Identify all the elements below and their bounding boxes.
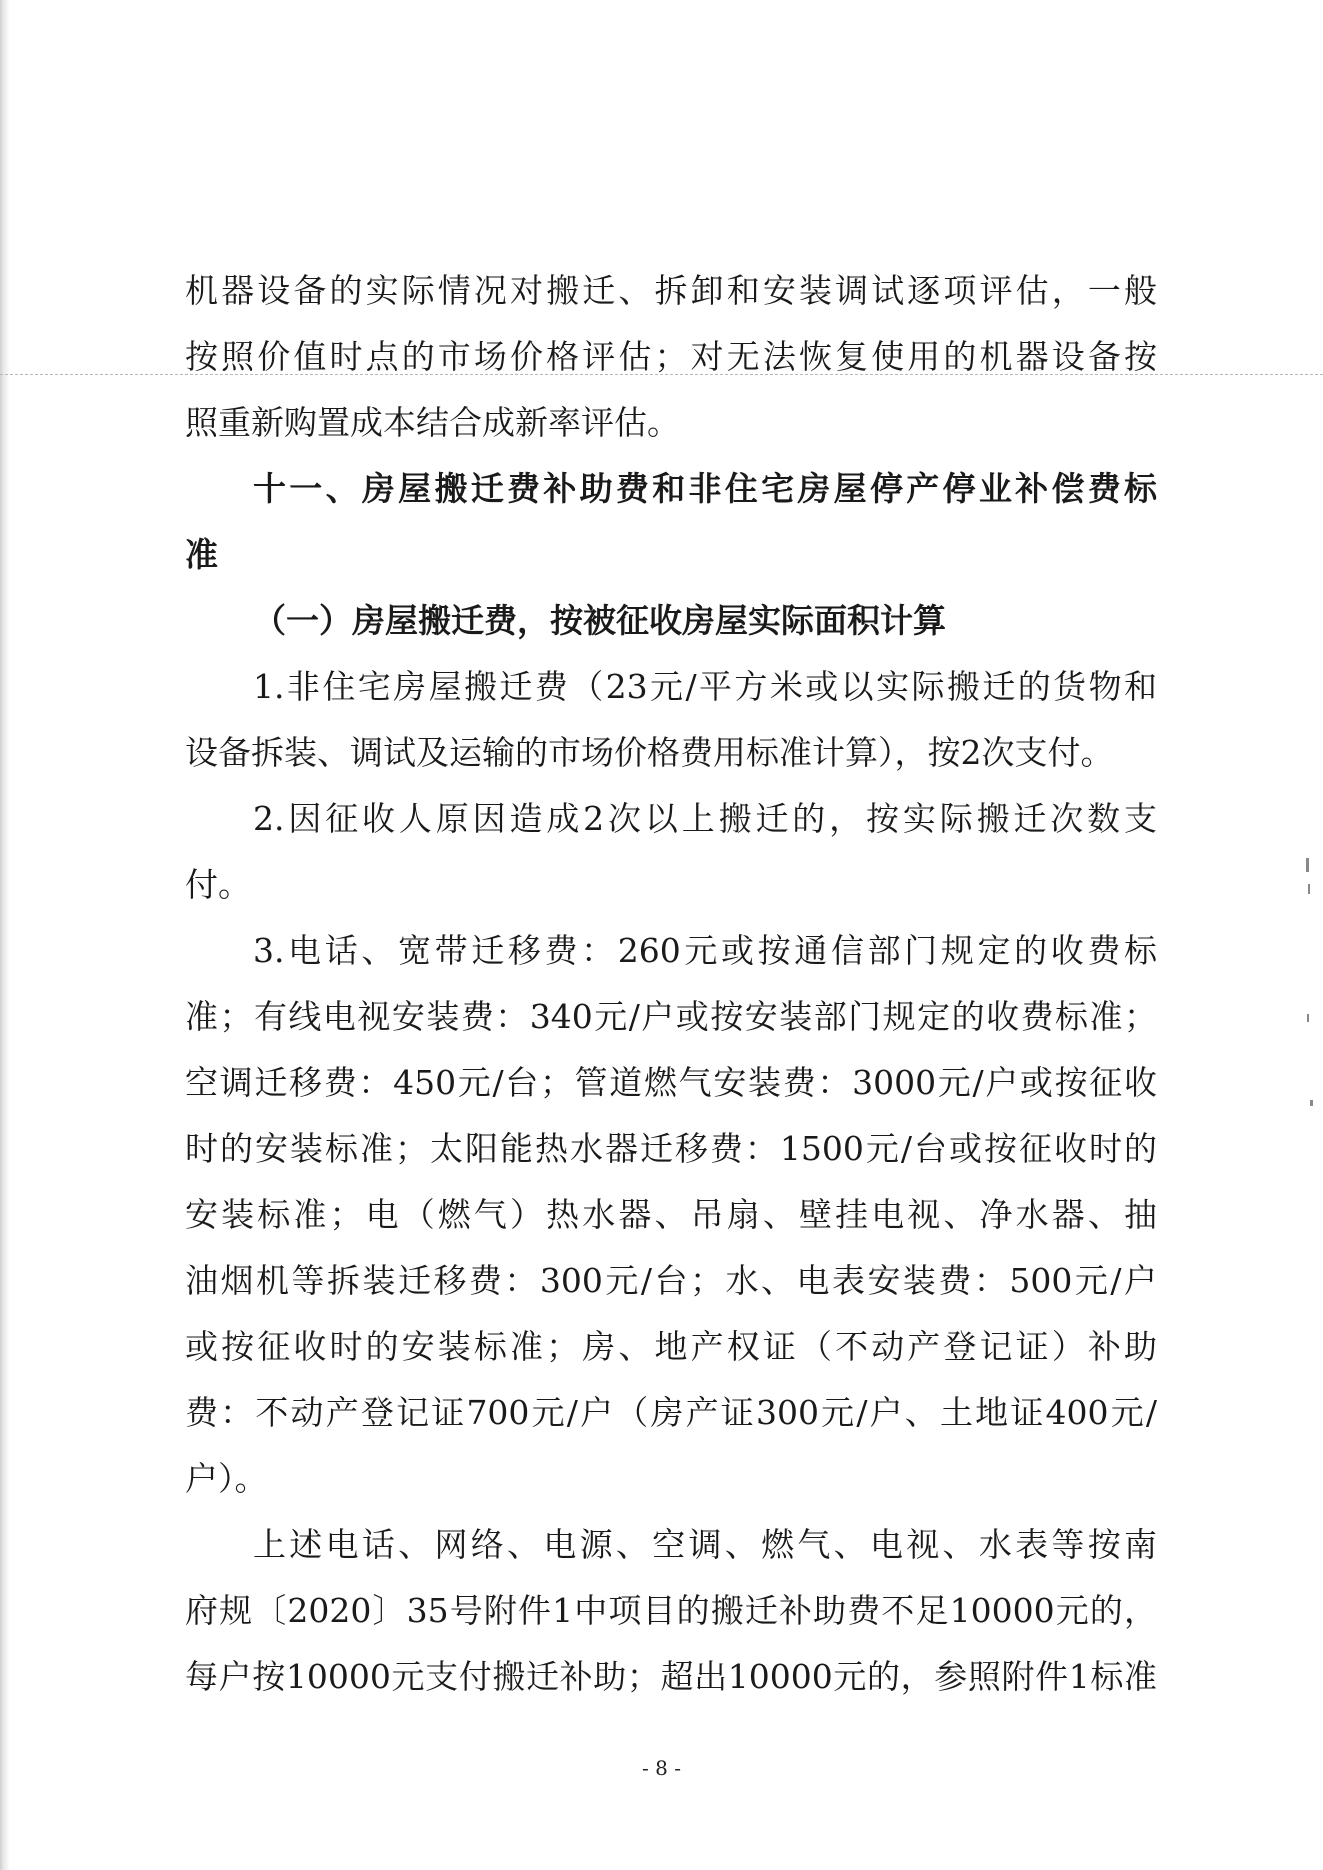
- section-heading-cont: 准: [185, 535, 218, 574]
- body-line: 照重新购置成本结合成新率评估。: [185, 403, 680, 442]
- body-line: 上述电话、网络、电源、空调、燃气、电视、水表等按南: [253, 1525, 1157, 1564]
- body-line: 2.因征收人原因造成2次以上搬迁的，按实际搬迁次数支: [253, 799, 1157, 838]
- body-line: 3.电话、宽带迁移费：260元或按通信部门规定的收费标: [253, 931, 1157, 970]
- document-body: [185, 258, 1157, 1710]
- scan-speck: [1307, 1014, 1309, 1022]
- body-line: 设备拆装、调试及运输的市场价格费用标准计算），按2次支付。: [185, 733, 1114, 772]
- body-line: 户）。: [185, 1459, 268, 1498]
- section-heading: 十一、房屋搬迁费补助费和非住宅房屋停产停业补偿费标: [253, 469, 1157, 508]
- subsection-heading: （一）房屋搬迁费，按被征收房屋实际面积计算: [253, 601, 946, 640]
- body-line: 空调迁移费：450元/台；管道燃气安装费：3000元/户或按征收: [185, 1063, 1157, 1102]
- body-line: 或按征收时的安装标准；房、地产权证（不动产登记证）补助: [185, 1327, 1157, 1366]
- scan-speck: [1310, 1100, 1313, 1106]
- scan-speck: [1306, 858, 1309, 872]
- body-line: 油烟机等拆装迁移费：300元/台；水、电表安装费：500元/户: [185, 1261, 1157, 1300]
- body-line: 付。: [185, 865, 251, 904]
- body-line: 准；有线电视安装费：340元/户或按安装部门规定的收费标准；: [185, 997, 1157, 1036]
- body-line: 费：不动产登记证700元/户（房产证300元/户、土地证400元/: [185, 1393, 1157, 1432]
- body-line: 府规〔2020〕35号附件1中项目的搬迁补助费不足10000元的，: [185, 1591, 1157, 1630]
- body-line: 机器设备的实际情况对搬迁、拆卸和安装调试逐项评估，一般: [185, 271, 1157, 310]
- body-line: 安装标准；电（燃气）热水器、吊扇、壁挂电视、净水器、抽: [185, 1195, 1157, 1234]
- body-line: 1.非住宅房屋搬迁费（23元/平方米或以实际搬迁的货物和: [253, 667, 1157, 706]
- page-edge-shadow: [0, 0, 10, 1870]
- body-line: 按照价值时点的市场价格评估；对无法恢复使用的机器设备按: [185, 337, 1157, 376]
- page-number: - 8 -: [642, 1756, 681, 1780]
- body-line: 时的安装标准；太阳能热水器迁移费：1500元/台或按征收时的: [185, 1129, 1157, 1168]
- body-line: 每户按10000元支付搬迁补助；超出10000元的，参照附件1标准: [185, 1657, 1157, 1696]
- scan-speck: [1308, 884, 1310, 894]
